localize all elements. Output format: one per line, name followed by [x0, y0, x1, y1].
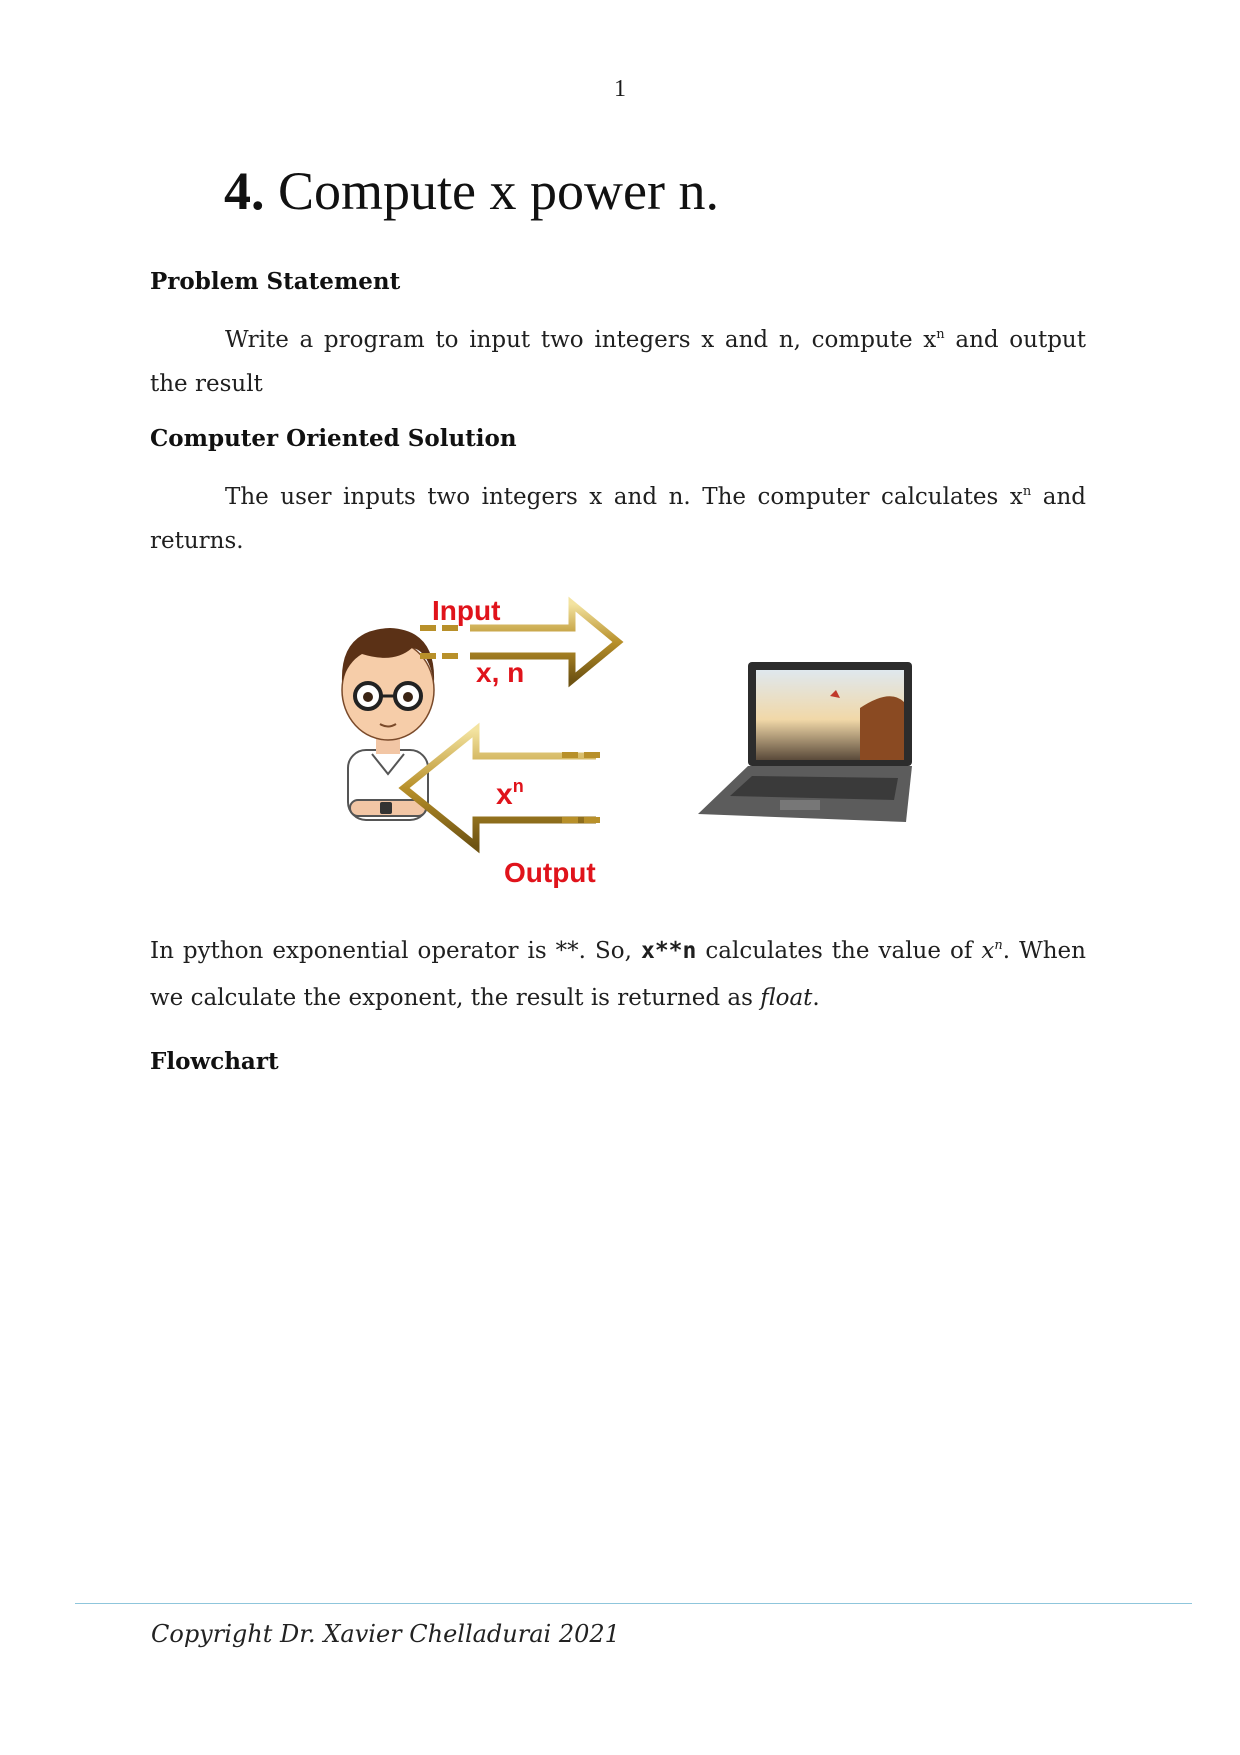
problem-text-after: and output the result: [150, 327, 1086, 397]
explanation-part2: calculates the value of: [696, 938, 982, 964]
explanation-part1: In python exponential operator is **. So,: [150, 938, 641, 964]
solution-text: [150, 475, 1086, 563]
flowchart-heading: Flowchart: [150, 1048, 279, 1075]
page-number: 1: [614, 76, 626, 102]
input-output-diagram: [300, 578, 940, 898]
solution-text-after: and returns.: [150, 484, 1086, 554]
footer-copyright: Copyright Dr. Xavier Chelladurai 2021: [151, 1620, 620, 1648]
math-sup: n: [994, 938, 1003, 953]
explanation-text: [150, 928, 1086, 1022]
title-number: 4.: [224, 161, 265, 221]
output-label: Output: [504, 857, 596, 888]
output-value-sup: n: [512, 776, 524, 796]
float-word: float: [760, 985, 813, 1011]
explanation-part4: .: [812, 985, 820, 1011]
input-values: x, n: [476, 657, 525, 688]
code-snippet: x**n: [640, 938, 697, 964]
input-label: Input: [432, 595, 501, 626]
problem-text-before: Write a program to input two integers x and n, compute x: [225, 327, 937, 353]
footer-rule: [75, 1603, 1192, 1604]
explanation-part3: . When we calculate the exponent, the result is returned as: [150, 938, 1086, 1011]
output-value-base: x: [496, 778, 513, 811]
title-text: Compute x power n.: [278, 161, 719, 221]
page-title: [224, 160, 719, 222]
solution-text-before: The user inputs two integers x and n. The computer calculates x: [225, 484, 1023, 510]
problem-sup: n: [936, 327, 945, 342]
problem-statement-text: [150, 318, 1086, 406]
solution-sup: n: [1022, 484, 1032, 499]
laptop-illustration: [698, 662, 912, 822]
math-base: x: [981, 938, 995, 964]
output-value: [496, 776, 524, 811]
solution-heading: Computer Oriented Solution: [150, 425, 517, 452]
problem-statement-heading: Problem Statement: [150, 268, 401, 295]
